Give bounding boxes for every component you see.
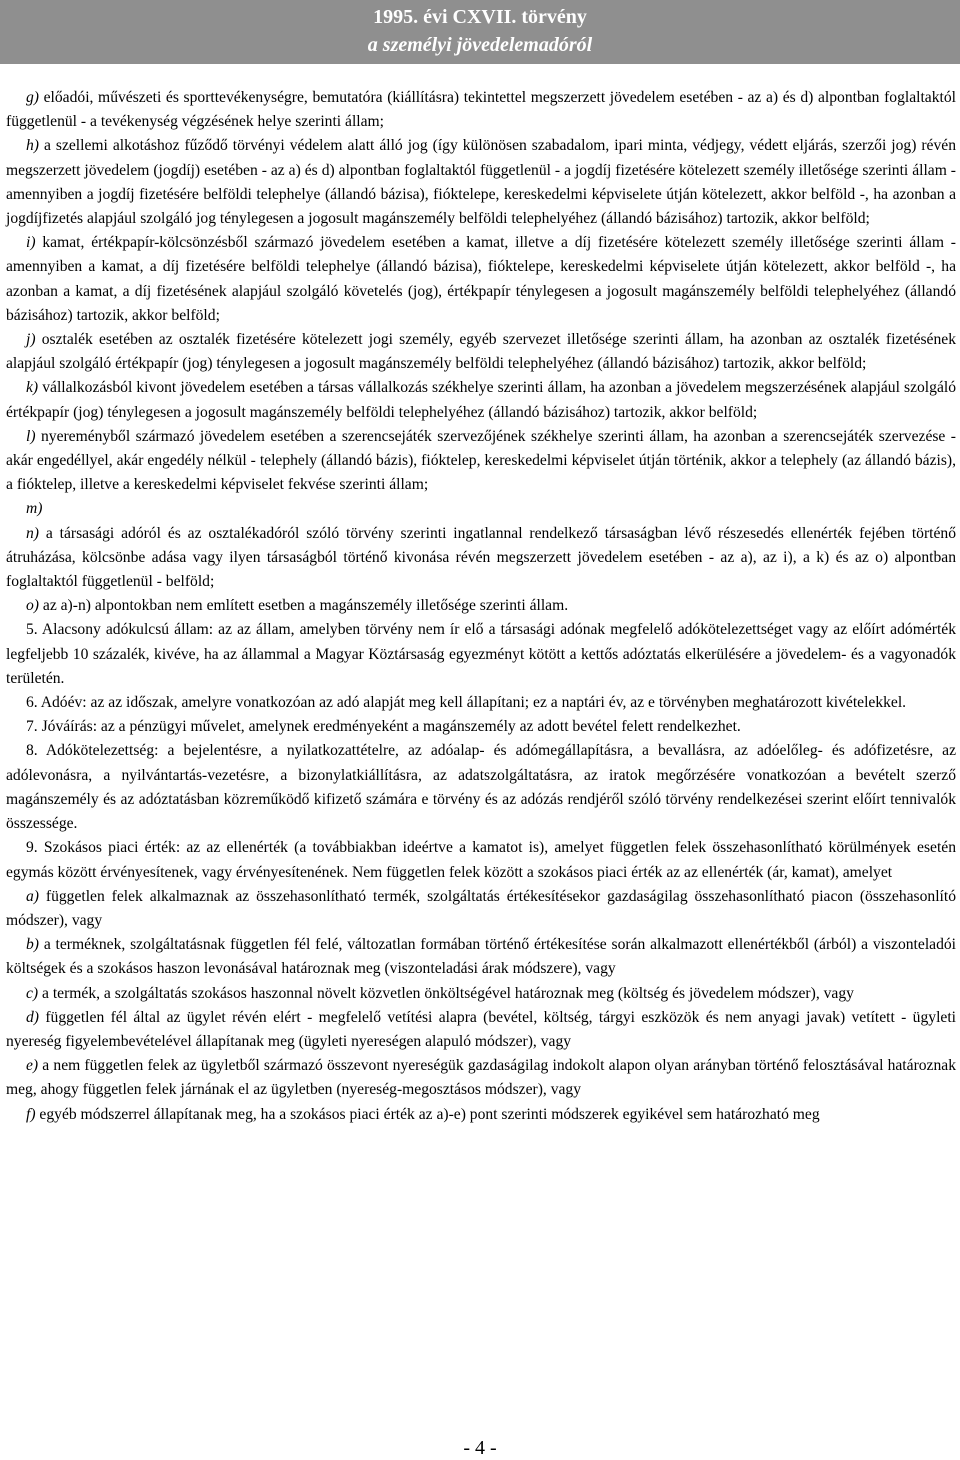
paragraph	[6, 691, 956, 715]
paragraph	[6, 86, 956, 134]
paragraph-label: g)	[26, 89, 39, 106]
page-number: - 4 -	[463, 1437, 497, 1459]
paragraph-text: független felek alkalmaznak az összehasonlítható termék, szolgáltatás értékesítésekor gazdaságilag összehasonlítható piacon (összehasonlító módszer), vagy	[6, 887, 956, 929]
paragraph-label: k)	[26, 379, 39, 397]
paragraph	[6, 328, 956, 376]
paragraph-label: i)	[26, 234, 36, 252]
paragraph-label: d)	[26, 1008, 39, 1026]
paragraph-text: 8. Adókötelezettség: a bejelentésre, a nyilatkozattételre, az adóalap- és adómegállapításra, a bevallásra, az adóelőleg- és adófizetésre, az adólevonásra, a nyilvántartás-vezetésre, a bizonylatkiállításra, az adatszolgáltatásra, az iratok megőrzésére vonatkozóan a bevételt szerző magánszemély és az adóztatásban közreműködő kifizető számára e törvény és az adózás rendjéről szóló törvény rendelkezései szerint előírt tennivalók összessége.	[6, 742, 956, 833]
paragraph-text: a terméknek, szolgáltatásnak független fél felé, változatlan formában történő értékesítése során alkalmazott ellenértékből (árból) a viszonteladói költségek és a szokásos haszon levonásával határoznak meg (viszonteladási árak módszere), vagy	[6, 936, 956, 978]
page-header	[0, 0, 960, 64]
paragraph-text: osztalék esetében az osztalék fizetésére kötelezett jogi személy, egyéb szervezet illetősége szerinti állam, ha azonban az osztalék fizetésének alapjául szolgáló értékpapír (jog) ténylegesen a jogosult magánszemély belföldi telephelyéhez (állandó bázisához) tartozik, akkor belföld;	[6, 331, 956, 373]
paragraph-text: vállalkozásból kivont jövedelem esetében a társas vállalkozás székhelye szerinti állam, ha azonban a jövedelem megszerzésének alapjául szolgáló értékpapír (jog) ténylegesen a jogosult magánszemély belföldi telephelyéhez (állandó bázisához) tartozik, akkor belföld;	[6, 379, 956, 421]
paragraph	[6, 715, 956, 739]
paragraph-text: 9. Szokásos piaci érték: az az ellenérték (a továbbiakban ideértve a kamatot is), amelyet független felek összehasonlítható körülmények esetén egymás között érvényesítenek, vagy érvényesítenének. Nem független felek között a szokásos piaci érték az az ellenérték (ár, kamat), amelyet	[6, 839, 956, 881]
document-body	[6, 86, 956, 1127]
paragraph-text: előadói, művészeti és sporttevékenységre, bemutatóra (kiállításra) tekintettel megszerzett jövedelem esetében - az a) és d) alpontban foglaltaktól függetlenül - a tevékenység végzésének helye szerinti állam;	[6, 89, 956, 131]
paragraph	[6, 618, 956, 691]
paragraph	[6, 425, 956, 498]
paragraph-text: 5. Alacsony adókulcsú állam: az az állam, amelyben törvény nem ír elő a társasági adónak megfelelő adókötelezettséget vagy az előírt adómérték legfeljebb 10 százalék, kivéve, ha az állammal a Magyar Köztársaság egyezményt kötött a kettős adóztatás elkerülésére a jövedelem- és a vagyonadók területén.	[6, 621, 956, 687]
paragraph	[6, 1054, 956, 1102]
paragraph	[6, 594, 956, 618]
paragraph	[6, 497, 956, 521]
header-title: 1995. évi CXVII. törvény	[373, 6, 587, 28]
paragraph-label: e)	[26, 1057, 39, 1075]
paragraph-label: m)	[26, 500, 43, 518]
paragraph-text: a szellemi alkotáshoz fűződő törvényi védelem alatt álló jog (így különösen szabadalom, ipari minta, védjegy, védett eljárás, szerzői jog) révén megszerzett jövedelem (jogdíj) esetében - az a) és d) alpontban foglaltaktól függetlenül - a jogdíj fizetésére kötelezett személy illetősége szerinti állam - amennyiben a jogdíj fizetésére belföldi telephelye (állandó bázisa), fióktelepe, kereskedelmi képviselete útján kötelezett, akkor belföld -, ha azonban a jogdíjfizetés alapjául szolgáló jog ténylegesen a jogosult magánszemély belföldi telephelyéhez (állandó bázisához) tartozik, akkor belföld;	[6, 137, 956, 228]
paragraph-label: h)	[26, 137, 39, 155]
paragraph	[6, 885, 956, 933]
paragraph	[6, 1103, 956, 1127]
paragraph-text: az a)-n) alpontokban nem említett esetben a magánszemély illetősége szerinti állam.	[39, 597, 569, 615]
paragraph-text: 7. Jóváírás: az a pénzügyi művelet, amelynek eredményeként a magánszemély az adott bevétel felett rendelkezhet.	[26, 718, 741, 736]
paragraph-text: a termék, a szolgáltatás szokásos haszonnal növelt közvetlen önköltségével határoznak meg (költség és jövedelem módszer), vagy	[38, 984, 854, 1002]
paragraph	[6, 522, 956, 595]
paragraph-text: 6. Adóév: az az időszak, amelyre vonatkozóan az adó alapját meg kell állapítani; ez a naptári év, az e törvényben meghatározott kivételekkel.	[26, 694, 907, 712]
paragraph	[6, 836, 956, 884]
paragraph-label: n)	[26, 524, 39, 542]
paragraph	[6, 134, 956, 231]
paragraph	[6, 739, 956, 836]
paragraph-label: l)	[26, 427, 36, 445]
paragraph	[6, 376, 956, 424]
paragraph-label: b)	[26, 936, 39, 954]
paragraph-label: o)	[26, 597, 39, 615]
paragraph	[6, 982, 956, 1006]
paragraph-text: kamat, értékpapír-kölcsönzésből származó jövedelem esetében a kamat, illetve a díj fizetésére kötelezett személy illetősége szerinti állam - amennyiben a kamat, a díj fizetésére belföldi telephelye (állandó bázisa), fióktelepe, kereskedelmi képviselete útján kötelezett, akkor belföld -, ha azonban a kamat, a díj fizetésének alapjául szolgáló követelés (jog), értékpapír ténylegesen a jogosult magánszemély belföldi telephelyéhez (állandó bázisához) tartozik, akkor belföld;	[6, 234, 956, 324]
header-subtitle: a személyi jövedelemadóról	[367, 34, 593, 56]
paragraph-text: a nem független felek az ügyletből származó összevont nyereségük gazdaságilag indokolt alapon olyan arányban történő felosztásával határoznak meg, ahogy független felek járnának el az ügyletben (nyereség-megosztásos módszer), vagy	[6, 1057, 956, 1099]
paragraph-label: c)	[26, 984, 39, 1002]
paragraph-label: j)	[26, 331, 36, 349]
paragraph-text: egyéb módszerrel állapítanak meg, ha a szokásos piaci érték az a)-e) pont szerinti módszerek egyikével sem határozható meg	[35, 1105, 820, 1123]
paragraph-text: független fél által az ügylet révén elért - megfelelő vetítési alapra (bevétel, költség, tárgyi eszközök és nem anyagi javak) vetített - ügyleti nyereség figyelembevételével állapítanak meg (ügyleti nyereségen alapuló módszer), vagy	[6, 1008, 956, 1050]
paragraph-label: a)	[26, 887, 39, 905]
paragraph	[6, 231, 956, 328]
paragraph-label: f)	[26, 1105, 36, 1123]
paragraph	[6, 933, 956, 981]
paragraph-text: a társasági adóról és az osztalékadóról szóló törvény szerinti ingatlannal rendelkező társaságban lévő részesedés ellenérték fejében történő átruházása, kölcsönbe adása vagy ilyen társaságból történő kivonása révén megszerzett jövedelem esetében - az a), az i), a k) és az o) alpontban foglaltaktól függetlenül - belföld;	[6, 524, 956, 591]
paragraph	[6, 1006, 956, 1054]
paragraph-text: nyereményből származó jövedelem esetében a szerencsejáték szervezőjének székhelye szerinti állam, ha azonban a szerencsejáték szervezése - akár engedéllyel, akár engedély nélkül - telephely (állandó bázis), fióktelep, kereskedelmi képviselet útján történik, akkor a telephely (az állandó bázis), a fióktelep, illetve a kereskedelmi képviselet fekvése szerinti állam;	[6, 427, 956, 494]
